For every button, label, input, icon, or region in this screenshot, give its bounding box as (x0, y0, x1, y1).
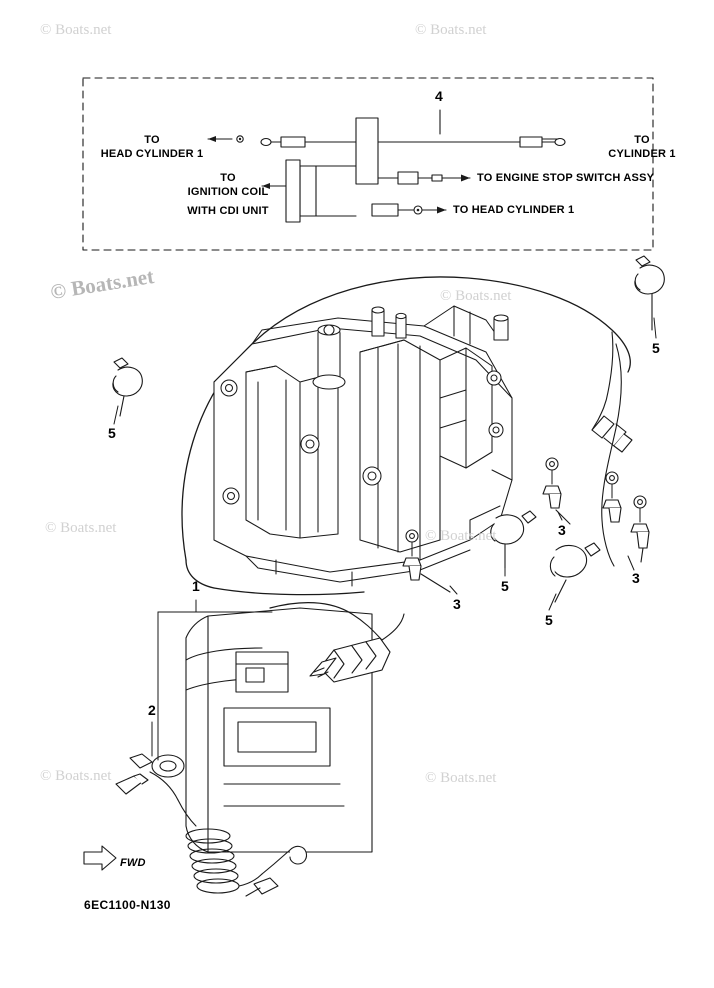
callout-5-top-right: 5 (652, 340, 660, 356)
spark-plug-leads (592, 332, 632, 566)
clamp-5-topright (635, 256, 664, 330)
watermark: © Boats.net (40, 22, 112, 38)
lower-cowling (186, 608, 372, 852)
watermark: © Boats.net (40, 768, 112, 784)
callout-1: 1 (192, 578, 200, 594)
callout-3-lower: 3 (453, 596, 461, 612)
bolt-3-c (631, 496, 649, 562)
inset-coil-label-line2: IGNITION COIL (187, 186, 269, 198)
inset-branch-head-cylinder-label: TO HEAD CYLINDER 1 (453, 204, 575, 216)
watermark: © Boats.net (45, 520, 117, 536)
inset-coil-label-line3: WITH CDI UNIT (187, 205, 269, 217)
clamp-5-center (491, 511, 536, 568)
fwd-label: FWD (120, 857, 146, 869)
callout-3-right: 3 (632, 570, 640, 586)
clamp-5-lower-center (550, 543, 600, 602)
inset-right-label-line1: TO (634, 134, 650, 146)
fwd-arrow-icon (84, 846, 116, 870)
inset-left-label-line1: TO (144, 134, 160, 146)
callout-2: 2 (148, 702, 156, 718)
callout-4: 4 (435, 88, 443, 104)
watermark: © Boats.net (425, 770, 497, 786)
inset-right-label-line2: CYLINDER 1 (608, 148, 676, 160)
watermark: © Boats.net (425, 528, 497, 544)
callout-5-center: 5 (501, 578, 509, 594)
part-code-label: 6EC1100-N130 (84, 898, 171, 912)
watermark: © Boats.net (415, 22, 487, 38)
inset-left-label-line2: HEAD CYLINDER 1 (100, 148, 204, 160)
callout-5-left: 5 (108, 425, 116, 441)
inset-branch-stop-switch-label: TO ENGINE STOP SWITCH ASSY (477, 172, 655, 184)
bolt-3-b (603, 472, 621, 522)
callout-3-mid: 3 (558, 522, 566, 538)
bolt-3-a (543, 458, 570, 524)
callout-5-lower-center: 5 (545, 612, 553, 628)
inset-coil-label-line1: TO (220, 172, 236, 184)
watermark: © Boats.net (48, 263, 156, 305)
watermark: © Boats.net (440, 288, 512, 304)
